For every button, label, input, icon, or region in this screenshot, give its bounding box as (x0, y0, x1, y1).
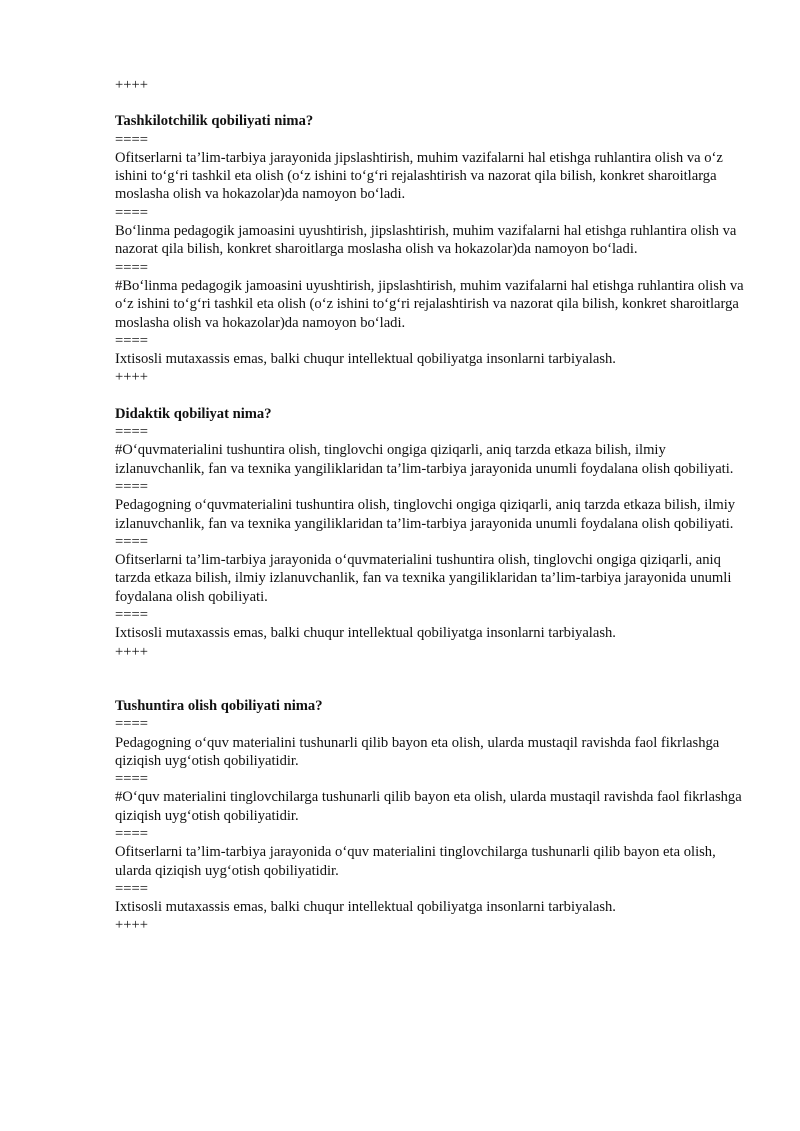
answer-option: Ixtisosli mutaxassis emas, balki chuqur intellektual qobiliyatga insonlarni tarbiyalash. (115, 351, 616, 368)
answer-separator: ==== (115, 424, 148, 441)
question-title: Tushuntira olish qobiliyati nima? (115, 697, 323, 714)
answer-separator: ==== (115, 716, 148, 733)
answer-option: Ofitserlarni ta’lim-tarbiya jarayonida o‘quv materialini tinglovchilarga tushunarli qilib bayon eta olish, ularda qiziqish uyg‘otish qobiliyatidir. (115, 844, 716, 879)
answer-option: Pedagogning o‘quvmaterialini tushuntira olish, tinglovchi ongiga qiziqarli, aniq tarzda etkaza bilish, ilmiy izlanuvchanlik, fan va texnika yangiliklaridan ta’lim-tarbiya jarayonida unumli foydalana olish qobiliyati. (115, 497, 736, 532)
answer-separator: ==== (115, 880, 148, 897)
answer-option: #O‘quv materialini tinglovchilarga tushunarli qilib bayon eta olish, ularda mustaqil ravishda faol fikrlashga qiziqish uyg‘otish qobiliyatidir. (115, 789, 742, 824)
answer-option: Ixtisosli mutaxassis emas, balki chuqur intellektual qobiliyatga insonlarni tarbiyalash. (115, 899, 616, 916)
answer-option: Ofitserlarni ta’lim-tarbiya jarayonida o‘quvmaterialini tushuntira olish, tinglovchi ongiga qiziqarli, aniq tarzda etkaza bilish, ilmiy izlanuvchanlik, fan va texnika yangiliklaridan ta’lim-tarbiya jarayonida unumli foydalana olish qobiliyati. (115, 552, 732, 605)
answer-option: Ixtisosli mutaxassis emas, balki chuqur intellektual qobiliyatga insonlarni tarbiyalash. (115, 625, 616, 642)
question-separator: ++++ (115, 77, 148, 93)
answer-separator: ==== (115, 131, 148, 148)
answer-option: #Bo‘linma pedagogik jamoasini uyushtirish, jipslashtirish, muhim vazifalarni hal etishga ruhlantira olish va o‘z ishini to‘g‘ri tashkil eta olish (o‘z ishini to‘g‘ri rejalashtirish va nazorat qila bilish, konkret sharoitlarga moslasha olish va hokazolar)da namoyon bo‘ladi. (115, 277, 744, 331)
answer-option: Ofitserlarni ta’lim-tarbiya jarayonida jipslashtirish, muhim vazifalarni hal etishga ruhlantira olish va o‘z ishini to‘g‘ri tashkil eta olish (o‘z ishini to‘g‘ri rejalashtirish va nazorat qila bilish, konkret sharoitlarga moslasha olish va hokazolar)da namoyon bo‘ladi. (115, 149, 723, 203)
question-separator: ++++ (115, 917, 148, 934)
answer-separator: ==== (115, 533, 148, 550)
answer-option: Pedagogning o‘quv materialini tushunarli qilib bayon eta olish, ularda mustaqil ravishda faol fikrlashga qiziqish uyg‘otish qobiliyatidir. (115, 734, 720, 769)
question-title: Didaktik qobiliyat nima? (115, 405, 272, 422)
answer-separator: ==== (115, 607, 148, 624)
question-separator: ++++ (115, 643, 148, 660)
question-title: Tashkilotchilik qobiliyati nima? (115, 113, 314, 130)
document-page (115, 76, 755, 935)
answer-separator: ==== (115, 478, 148, 495)
answer-separator: ==== (115, 204, 148, 221)
answer-separator: ==== (115, 259, 148, 276)
answer-option: #O‘quvmaterialini tushuntira olish, tinglovchi ongiga qiziqarli, aniq tarzda etkaza bilish, ilmiy izlanuvchanlik, fan va texnika yangiliklaridan ta’lim-tarbiya jarayonida unumli foydalana olish qobiliyati. (115, 442, 734, 477)
answer-separator: ==== (115, 825, 148, 842)
answer-separator: ==== (115, 332, 148, 349)
question-separator: ++++ (115, 369, 148, 386)
answer-separator: ==== (115, 771, 148, 788)
answer-option: Bo‘linma pedagogik jamoasini uyushtirish, jipslashtirish, muhim vazifalarni hal etishga ruhlantira olish va nazorat qila bilish, konkret sharoitlarga moslasha olish va hokazolar)da namoyon bo‘ladi. (115, 223, 737, 258)
